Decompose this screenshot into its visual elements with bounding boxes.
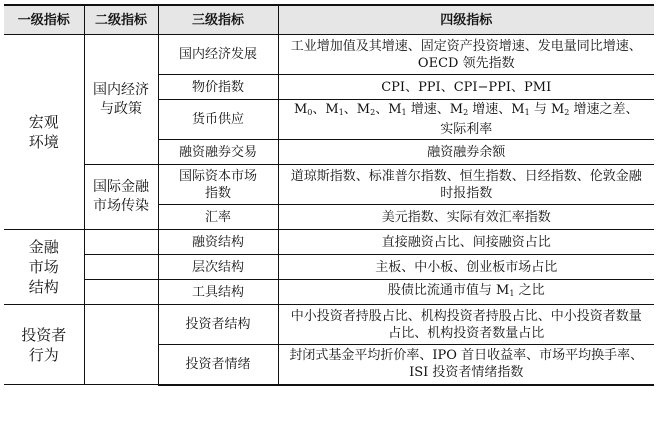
level4-cell: 直接融资占比、间接融资占比 (278, 230, 654, 255)
indicator-table (4, 4, 654, 386)
level4-cell: CPI、PPI、CPI−PPI、PMI (278, 75, 654, 100)
level3-cell: 融资结构 (158, 230, 278, 255)
level4-cell: 美元指数、实际有效汇率指数 (278, 205, 654, 230)
level3-cell: 国内经济发展 (158, 35, 278, 75)
level3-cell: 工具结构 (158, 280, 278, 305)
level4-cell: 融资融券余额 (278, 140, 654, 165)
level3-cell: 货币供应 (158, 100, 278, 140)
level3-cell: 层次结构 (158, 255, 278, 280)
header-level3: 三级指标 (158, 5, 278, 35)
level4-cell: 中小投资者持股占比、机构投资者持股占比、中小投资者数量占比、机构投资者数量占比 (278, 305, 654, 345)
table-row (4, 255, 654, 280)
header-row (4, 5, 654, 35)
header-level2: 二级指标 (84, 5, 158, 35)
table-row (4, 305, 654, 345)
level2-intl: 国际金融市场传染 (84, 165, 158, 230)
group-macro: 宏观环境 (4, 35, 84, 230)
header-level1: 一级指标 (4, 5, 84, 35)
level4-cell: 工业增加值及其增速、固定资产投资增速、发电量同比增速、OECD 领先指数 (278, 35, 654, 75)
level4-cell: 道琼斯指数、标准普尔指数、恒生指数、日经指数、伦敦金融时报指数 (278, 165, 654, 205)
level3-cell: 汇率 (158, 205, 278, 230)
level4-cell: 股债比流通市值与 $M_1$ 之比 (278, 280, 654, 305)
table-row (4, 35, 654, 75)
level3-cell: 投资者情绪 (158, 345, 278, 385)
table-row (4, 280, 654, 305)
group-market: 金融市场结构 (4, 230, 84, 305)
level3-cell: 投资者结构 (158, 305, 278, 345)
empty-cell (84, 255, 158, 280)
level4-cell: $M_0$、$M_1$、$M_2$、$M_1$ 增速、$M_2$ 增速、$M_1$ 与 $M_2$ 增速之差、 实际利率 (278, 100, 654, 140)
table-row (4, 165, 654, 205)
level3-cell: 融资融券交易 (158, 140, 278, 165)
group-investor: 投资者行为 (4, 305, 84, 385)
table-row (4, 230, 654, 255)
empty-cell (84, 280, 158, 305)
level4-cell: 封闭式基金平均折价率、IPO 首日收益率、市场平均换手率、ISI 投资者情绪指数 (278, 345, 654, 385)
level3-cell: 物价指数 (158, 75, 278, 100)
level3-cell: 国际资本市场指数 (158, 165, 278, 205)
header-level4: 四级指标 (278, 5, 654, 35)
empty-cell (84, 305, 158, 385)
empty-cell (84, 230, 158, 255)
level4-cell: 主板、中小板、创业板市场占比 (278, 255, 654, 280)
level2-domestic: 国内经济与政策 (84, 35, 158, 165)
